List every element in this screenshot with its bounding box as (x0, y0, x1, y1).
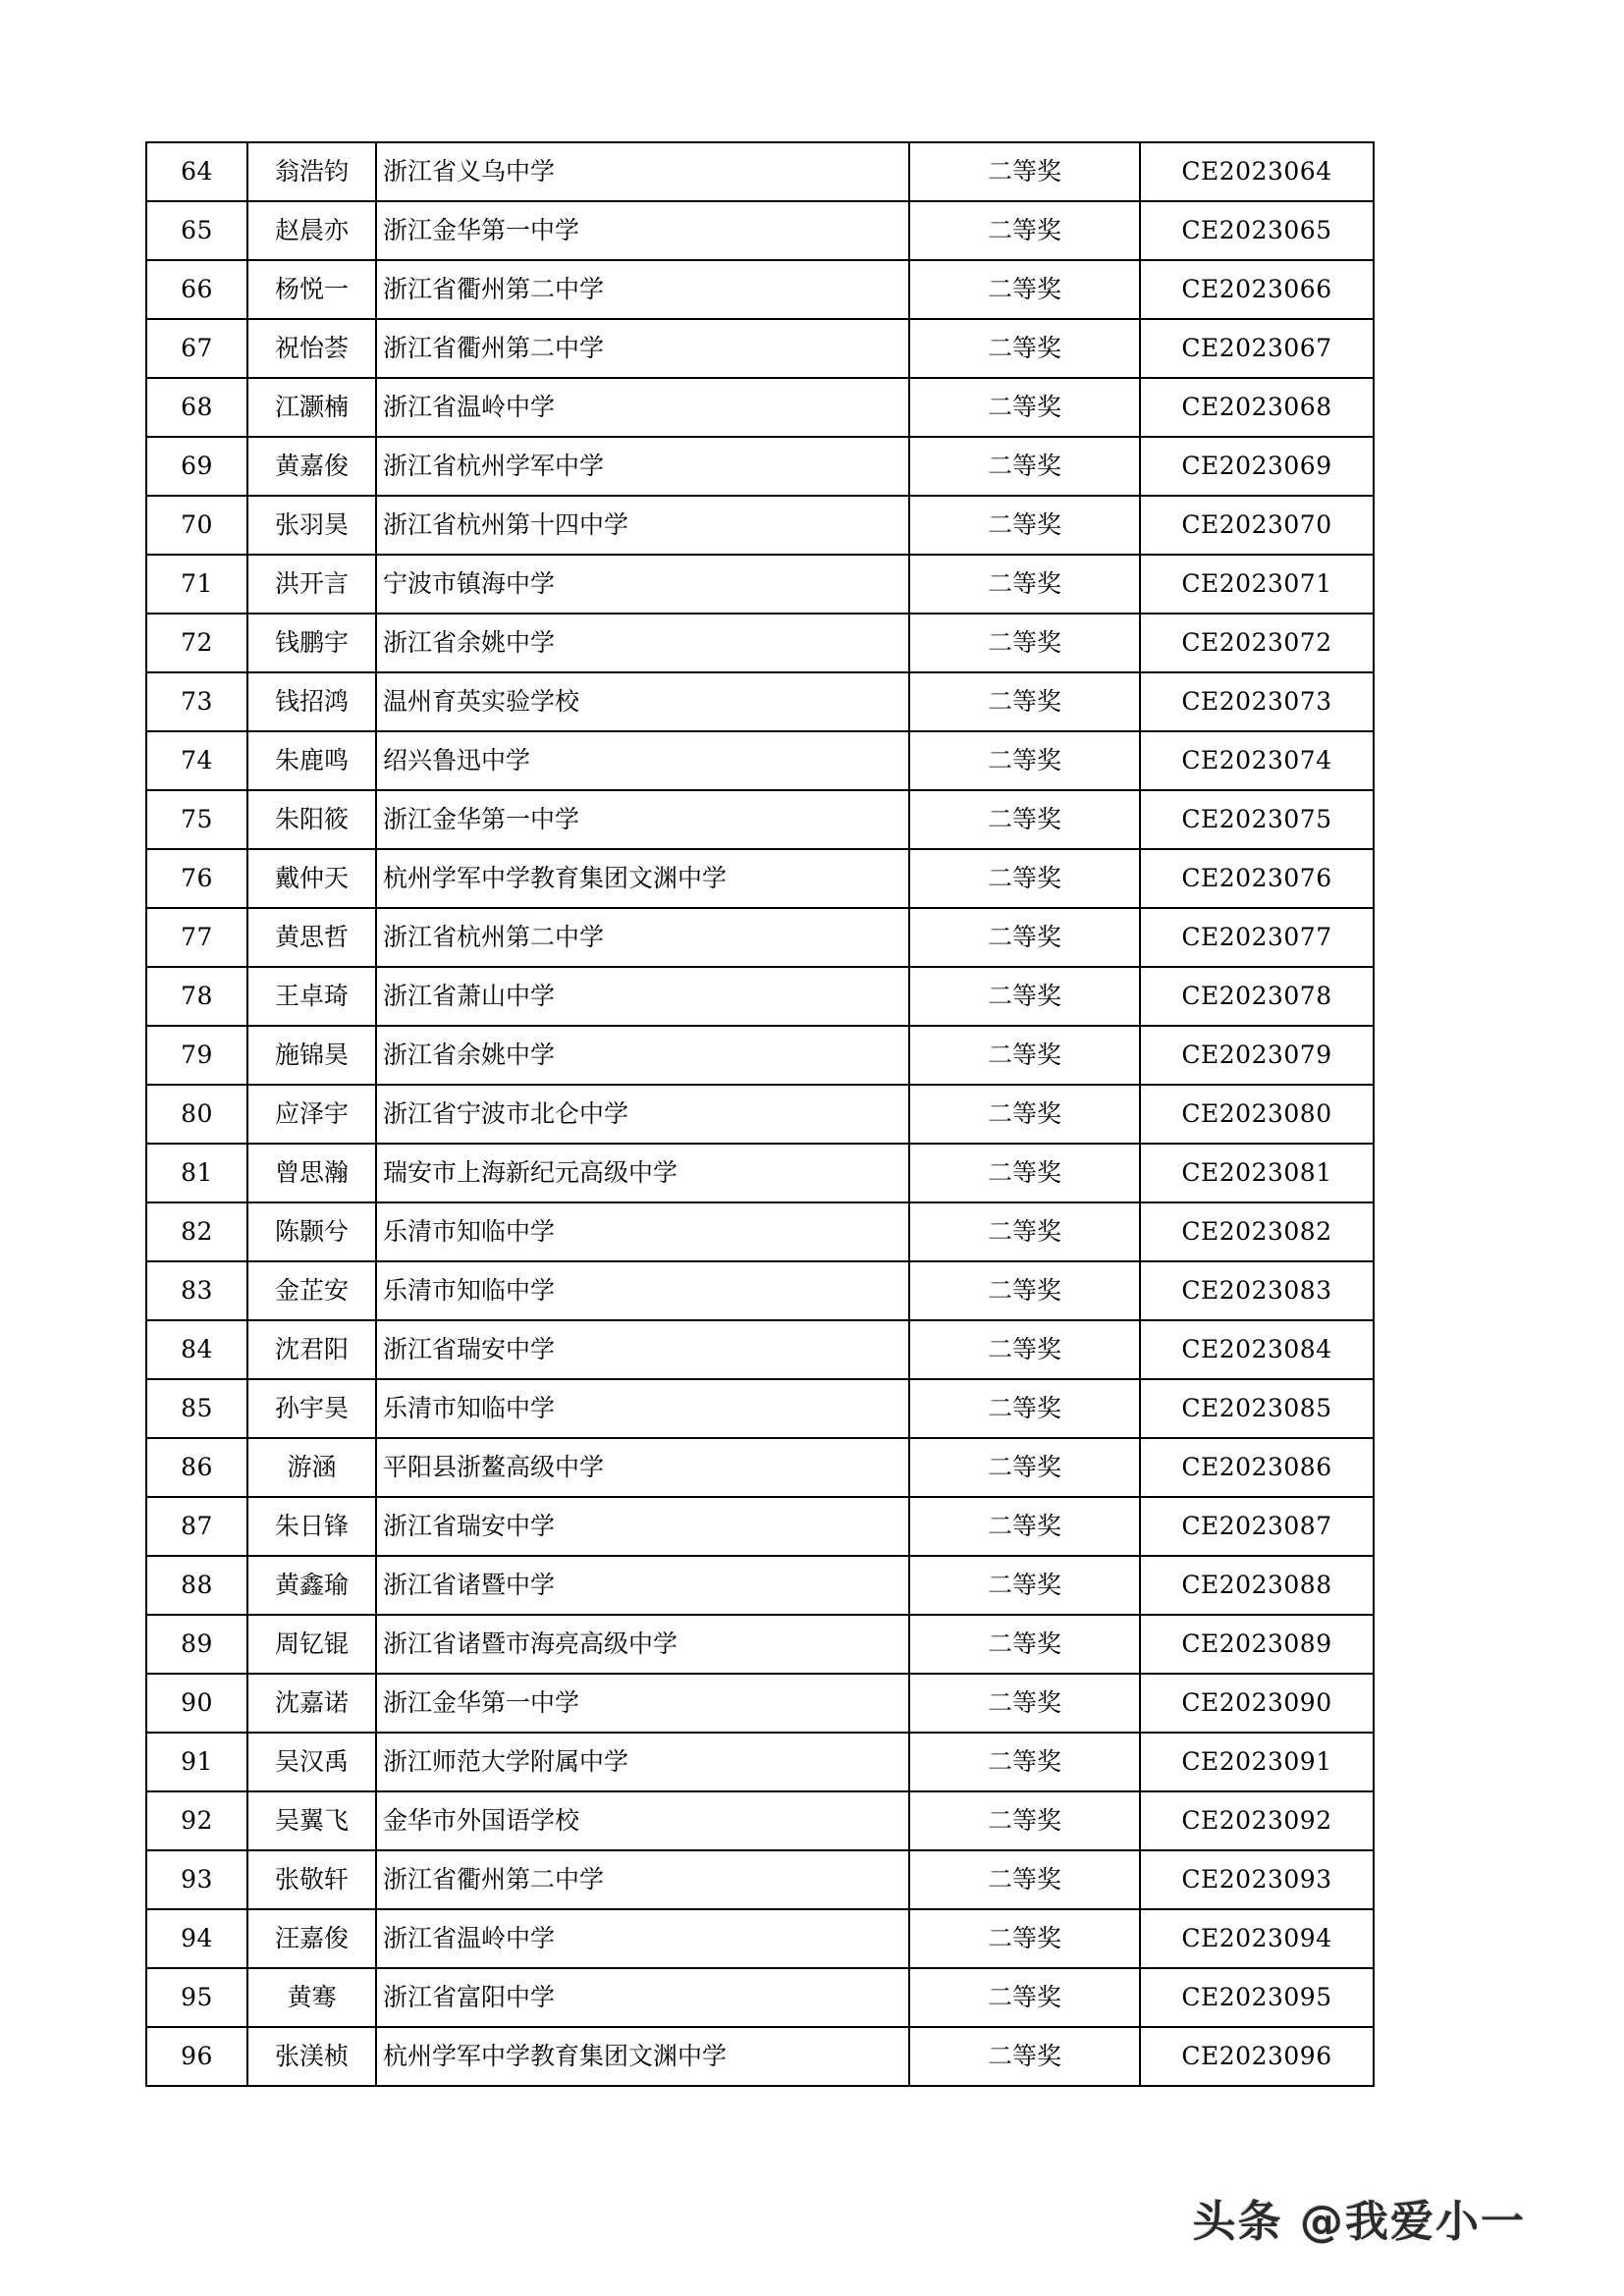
cell-name: 曾思瀚 (247, 1144, 376, 1202)
cell-rank: 74 (146, 731, 247, 790)
award-table (145, 141, 1375, 2087)
cell-award: 二等奖 (909, 201, 1140, 260)
cell-name: 汪嘉俊 (247, 1909, 376, 1968)
cell-rank: 83 (146, 1261, 247, 1320)
cell-school: 浙江省义乌中学 (376, 142, 909, 201)
cell-rank: 70 (146, 496, 247, 555)
cell-name: 洪开言 (247, 555, 376, 614)
cell-certificate-id: CE2023082 (1140, 1202, 1374, 1261)
table-row (146, 731, 1374, 790)
cell-certificate-id: CE2023086 (1140, 1438, 1374, 1497)
table-row (146, 614, 1374, 672)
cell-name: 祝怡荟 (247, 319, 376, 378)
cell-award: 二等奖 (909, 142, 1140, 201)
cell-rank: 85 (146, 1379, 247, 1438)
cell-name: 施锦昊 (247, 1026, 376, 1085)
table-row (146, 1674, 1374, 1733)
cell-name: 吴翼飞 (247, 1791, 376, 1850)
cell-award: 二等奖 (909, 731, 1140, 790)
cell-certificate-id: CE2023092 (1140, 1791, 1374, 1850)
cell-school: 浙江省衢州第二中学 (376, 319, 909, 378)
cell-rank: 79 (146, 1026, 247, 1085)
cell-rank: 93 (146, 1850, 247, 1909)
cell-school: 浙江省余姚中学 (376, 614, 909, 672)
cell-name: 陈颢兮 (247, 1202, 376, 1261)
cell-school: 温州育英实验学校 (376, 672, 909, 731)
cell-school: 杭州学军中学教育集团文渊中学 (376, 849, 909, 908)
cell-rank: 92 (146, 1791, 247, 1850)
table-row (146, 555, 1374, 614)
cell-award: 二等奖 (909, 1909, 1140, 1968)
cell-award: 二等奖 (909, 1320, 1140, 1379)
cell-school: 乐清市知临中学 (376, 1379, 909, 1438)
cell-school: 乐清市知临中学 (376, 1261, 909, 1320)
table-row (146, 201, 1374, 260)
cell-rank: 90 (146, 1674, 247, 1733)
cell-school: 浙江金华第一中学 (376, 1674, 909, 1733)
cell-certificate-id: CE2023065 (1140, 201, 1374, 260)
table-row (146, 1497, 1374, 1556)
cell-rank: 94 (146, 1909, 247, 1968)
cell-rank: 76 (146, 849, 247, 908)
cell-certificate-id: CE2023095 (1140, 1968, 1374, 2027)
table-row (146, 1791, 1374, 1850)
cell-school: 瑞安市上海新纪元高级中学 (376, 1144, 909, 1202)
table-row (146, 1085, 1374, 1144)
cell-award: 二等奖 (909, 1850, 1140, 1909)
table-row (146, 319, 1374, 378)
cell-award: 二等奖 (909, 614, 1140, 672)
cell-name: 朱鹿鸣 (247, 731, 376, 790)
table-row (146, 1144, 1374, 1202)
table-row (146, 967, 1374, 1026)
cell-name: 游涵 (247, 1438, 376, 1497)
cell-school: 浙江金华第一中学 (376, 790, 909, 849)
cell-award: 二等奖 (909, 1261, 1140, 1320)
cell-school: 浙江省瑞安中学 (376, 1320, 909, 1379)
cell-rank: 65 (146, 201, 247, 260)
cell-school: 金华市外国语学校 (376, 1791, 909, 1850)
cell-rank: 75 (146, 790, 247, 849)
cell-school: 浙江省温岭中学 (376, 378, 909, 437)
cell-award: 二等奖 (909, 2027, 1140, 2086)
cell-school: 浙江省杭州第二中学 (376, 908, 909, 967)
cell-certificate-id: CE2023081 (1140, 1144, 1374, 1202)
cell-certificate-id: CE2023072 (1140, 614, 1374, 672)
cell-name: 沈君阳 (247, 1320, 376, 1379)
cell-name: 张敬轩 (247, 1850, 376, 1909)
cell-award: 二等奖 (909, 437, 1140, 496)
cell-certificate-id: CE2023067 (1140, 319, 1374, 378)
cell-name: 张渼桢 (247, 2027, 376, 2086)
table-row (146, 142, 1374, 201)
cell-name: 杨悦一 (247, 260, 376, 319)
award-table-body (146, 142, 1374, 2086)
table-row (146, 260, 1374, 319)
cell-school: 浙江金华第一中学 (376, 201, 909, 260)
cell-rank: 80 (146, 1085, 247, 1144)
cell-school: 浙江省诸暨中学 (376, 1556, 909, 1615)
cell-name: 孙宇昊 (247, 1379, 376, 1438)
cell-certificate-id: CE2023079 (1140, 1026, 1374, 1085)
cell-rank: 84 (146, 1320, 247, 1379)
cell-award: 二等奖 (909, 1438, 1140, 1497)
cell-rank: 64 (146, 142, 247, 201)
cell-rank: 82 (146, 1202, 247, 1261)
cell-name: 应泽宇 (247, 1085, 376, 1144)
cell-certificate-id: CE2023087 (1140, 1497, 1374, 1556)
cell-name: 钱鹏宇 (247, 614, 376, 672)
cell-award: 二等奖 (909, 1556, 1140, 1615)
cell-name: 钱招鸿 (247, 672, 376, 731)
cell-certificate-id: CE2023093 (1140, 1850, 1374, 1909)
cell-certificate-id: CE2023096 (1140, 2027, 1374, 2086)
table-row (146, 1615, 1374, 1674)
cell-award: 二等奖 (909, 967, 1140, 1026)
cell-name: 黄鑫瑜 (247, 1556, 376, 1615)
cell-certificate-id: CE2023069 (1140, 437, 1374, 496)
cell-award: 二等奖 (909, 378, 1140, 437)
cell-certificate-id: CE2023084 (1140, 1320, 1374, 1379)
cell-certificate-id: CE2023080 (1140, 1085, 1374, 1144)
cell-rank: 66 (146, 260, 247, 319)
table-row (146, 2027, 1374, 2086)
cell-certificate-id: CE2023078 (1140, 967, 1374, 1026)
cell-award: 二等奖 (909, 672, 1140, 731)
cell-award: 二等奖 (909, 908, 1140, 967)
cell-rank: 67 (146, 319, 247, 378)
cell-award: 二等奖 (909, 319, 1140, 378)
cell-rank: 96 (146, 2027, 247, 2086)
cell-name: 金芷安 (247, 1261, 376, 1320)
cell-rank: 69 (146, 437, 247, 496)
cell-name: 黄嘉俊 (247, 437, 376, 496)
cell-rank: 91 (146, 1733, 247, 1791)
cell-name: 朱阳筱 (247, 790, 376, 849)
cell-rank: 68 (146, 378, 247, 437)
table-row (146, 1379, 1374, 1438)
cell-name: 吴汉禹 (247, 1733, 376, 1791)
cell-school: 浙江省温岭中学 (376, 1909, 909, 1968)
cell-school: 浙江省衢州第二中学 (376, 260, 909, 319)
cell-certificate-id: CE2023077 (1140, 908, 1374, 967)
table-row (146, 1026, 1374, 1085)
cell-rank: 77 (146, 908, 247, 967)
cell-school: 浙江省富阳中学 (376, 1968, 909, 2027)
cell-school: 杭州学军中学教育集团文渊中学 (376, 2027, 909, 2086)
cell-name: 黄骞 (247, 1968, 376, 2027)
table-row (146, 1438, 1374, 1497)
cell-award: 二等奖 (909, 1497, 1140, 1556)
cell-school: 浙江省诸暨市海亮高级中学 (376, 1615, 909, 1674)
cell-name: 江灏楠 (247, 378, 376, 437)
cell-certificate-id: CE2023070 (1140, 496, 1374, 555)
cell-rank: 87 (146, 1497, 247, 1556)
cell-school: 乐清市知临中学 (376, 1202, 909, 1261)
cell-award: 二等奖 (909, 496, 1140, 555)
table-row (146, 1850, 1374, 1909)
cell-certificate-id: CE2023064 (1140, 142, 1374, 201)
watermark-text: 头条 @我爱小一 (1192, 2197, 1526, 2247)
cell-rank: 73 (146, 672, 247, 731)
cell-award: 二等奖 (909, 1144, 1140, 1202)
cell-school: 宁波市镇海中学 (376, 555, 909, 614)
cell-certificate-id: CE2023066 (1140, 260, 1374, 319)
cell-certificate-id: CE2023071 (1140, 555, 1374, 614)
cell-school: 浙江省杭州学军中学 (376, 437, 909, 496)
cell-certificate-id: CE2023076 (1140, 849, 1374, 908)
cell-name: 沈嘉诺 (247, 1674, 376, 1733)
cell-school: 绍兴鲁迅中学 (376, 731, 909, 790)
cell-certificate-id: CE2023073 (1140, 672, 1374, 731)
cell-rank: 81 (146, 1144, 247, 1202)
table-row (146, 1909, 1374, 1968)
cell-school: 浙江省杭州第十四中学 (376, 496, 909, 555)
cell-award: 二等奖 (909, 1733, 1140, 1791)
cell-award: 二等奖 (909, 849, 1140, 908)
cell-school: 浙江师范大学附属中学 (376, 1733, 909, 1791)
cell-name: 赵晨亦 (247, 201, 376, 260)
table-row (146, 1261, 1374, 1320)
cell-school: 浙江省宁波市北仑中学 (376, 1085, 909, 1144)
cell-certificate-id: CE2023085 (1140, 1379, 1374, 1438)
cell-name: 朱日锋 (247, 1497, 376, 1556)
table-row (146, 1733, 1374, 1791)
cell-award: 二等奖 (909, 1202, 1140, 1261)
cell-award: 二等奖 (909, 1968, 1140, 2027)
cell-rank: 89 (146, 1615, 247, 1674)
cell-certificate-id: CE2023068 (1140, 378, 1374, 437)
cell-award: 二等奖 (909, 790, 1140, 849)
cell-rank: 88 (146, 1556, 247, 1615)
cell-award: 二等奖 (909, 1615, 1140, 1674)
cell-award: 二等奖 (909, 1791, 1140, 1850)
award-table-container (145, 141, 1373, 2087)
table-row (146, 849, 1374, 908)
cell-school: 浙江省瑞安中学 (376, 1497, 909, 1556)
cell-award: 二等奖 (909, 1085, 1140, 1144)
cell-name: 翁浩钧 (247, 142, 376, 201)
table-row (146, 1968, 1374, 2027)
cell-award: 二等奖 (909, 555, 1140, 614)
cell-name: 张羽昊 (247, 496, 376, 555)
cell-school: 浙江省余姚中学 (376, 1026, 909, 1085)
table-row (146, 437, 1374, 496)
cell-rank: 95 (146, 1968, 247, 2027)
cell-certificate-id: CE2023075 (1140, 790, 1374, 849)
cell-award: 二等奖 (909, 1379, 1140, 1438)
cell-rank: 72 (146, 614, 247, 672)
table-row (146, 790, 1374, 849)
cell-rank: 71 (146, 555, 247, 614)
table-row (146, 378, 1374, 437)
table-row (146, 1320, 1374, 1379)
table-row (146, 496, 1374, 555)
cell-rank: 78 (146, 967, 247, 1026)
cell-award: 二等奖 (909, 1674, 1140, 1733)
cell-certificate-id: CE2023094 (1140, 1909, 1374, 1968)
table-row (146, 1202, 1374, 1261)
table-row (146, 1556, 1374, 1615)
cell-award: 二等奖 (909, 1026, 1140, 1085)
cell-rank: 86 (146, 1438, 247, 1497)
cell-name: 戴仲天 (247, 849, 376, 908)
cell-name: 周钇锟 (247, 1615, 376, 1674)
cell-certificate-id: CE2023090 (1140, 1674, 1374, 1733)
cell-school: 平阳县浙鳌高级中学 (376, 1438, 909, 1497)
cell-school: 浙江省衢州第二中学 (376, 1850, 909, 1909)
cell-certificate-id: CE2023091 (1140, 1733, 1374, 1791)
cell-name: 黄思哲 (247, 908, 376, 967)
cell-certificate-id: CE2023088 (1140, 1556, 1374, 1615)
cell-certificate-id: CE2023089 (1140, 1615, 1374, 1674)
table-row (146, 908, 1374, 967)
cell-name: 王卓琦 (247, 967, 376, 1026)
cell-school: 浙江省萧山中学 (376, 967, 909, 1026)
table-row (146, 672, 1374, 731)
cell-certificate-id: CE2023074 (1140, 731, 1374, 790)
cell-award: 二等奖 (909, 260, 1140, 319)
cell-certificate-id: CE2023083 (1140, 1261, 1374, 1320)
